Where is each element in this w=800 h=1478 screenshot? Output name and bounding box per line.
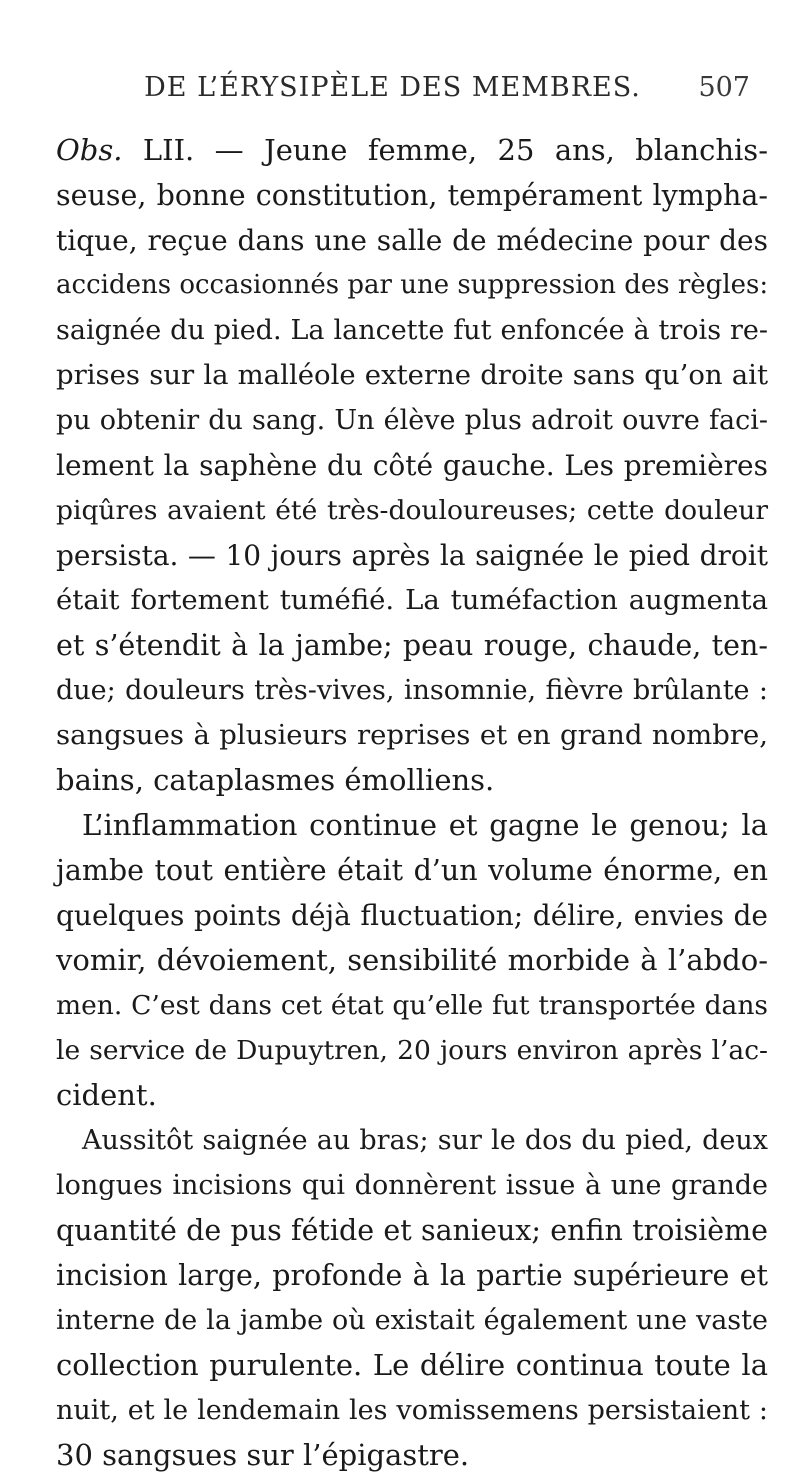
text-line: seuse, bonne constitution, tempérament lympha- xyxy=(56,179,768,212)
text-line: Obs. LII. — Jeune femme, 25 ans, blanchis- xyxy=(56,133,768,167)
text-line: le service de Dupuytren, 20 jours environ après l’ac- xyxy=(56,1035,768,1066)
text-line: collection purulente. Le délire continua toute la xyxy=(56,1348,768,1382)
text-line: lement la saphène du côté gauche. Les premières xyxy=(56,449,768,482)
text-line: nuit, et le lendemain les vomissemens persistaient : xyxy=(56,1395,768,1426)
text-line: prises sur la malléole externe droite sans qu’on ait xyxy=(56,359,768,391)
text-line: incision large, profonde à la partie supérieure et xyxy=(56,1259,768,1292)
text-line: quantité de pus fétide et sanieux; enfin troisième xyxy=(56,1214,768,1247)
text-line: persista. — 10 jours après la saignée le pied droit xyxy=(56,539,768,572)
text-line: 30 sangsues sur l’épigastre. xyxy=(56,1438,470,1472)
text-line: piqûres avaient été très-douloureuses; cette douleur xyxy=(56,495,768,526)
text-line: jambe tout entière était d’un volume énorme, en xyxy=(56,854,768,887)
observation-text xyxy=(56,128,768,1478)
text-line: était fortement tuméfié. La tuméfaction augmenta xyxy=(56,584,768,616)
text-line: interne de la jambe où existait également une vaste xyxy=(56,1305,768,1336)
observation-label: Obs. xyxy=(56,133,123,167)
text-line: pu obtenir du sang. Un élève plus adroit ouvre faci- xyxy=(56,405,768,436)
text-line: saignée du pied. La lancette fut enfoncée à trois re- xyxy=(56,315,768,346)
text-line: quelques points déjà fluctuation; délire, envies de xyxy=(56,899,768,932)
text-line: vomir, dévoiement, sensibilité morbide à l’abdo- xyxy=(56,943,768,977)
text-line: due; douleurs très-vives, insomnie, fièvre brûlante : xyxy=(56,675,768,706)
running-header xyxy=(95,72,750,112)
text-line: longues incisions qui donnèrent issue à une grande xyxy=(56,1170,768,1201)
text-line: et s’étendit à la jambe; peau rouge, chaude, ten- xyxy=(56,629,768,662)
running-title: DE L’ÉRYSIPÈLE DES MEMBRES. xyxy=(144,72,641,103)
text-line: sangsues à plusieurs reprises et en grand nombre, xyxy=(56,719,768,751)
text-line: Aussitôt saignée au bras; sur le dos du pied, deux xyxy=(82,1125,768,1156)
text-line: bains, cataplasmes émolliens. xyxy=(56,763,495,797)
text-line: cident. xyxy=(56,1078,157,1112)
text-line: men. C’est dans cet état qu’elle fut transportée dans xyxy=(56,990,768,1021)
text-line: accidens occasionnés par une suppression des règles: xyxy=(56,270,769,300)
text-line: tique, reçue dans une salle de médecine pour des xyxy=(56,224,768,257)
page-number: 507 xyxy=(698,72,750,103)
text-line: L’inflammation continue et gagne le genou; la xyxy=(82,808,768,842)
